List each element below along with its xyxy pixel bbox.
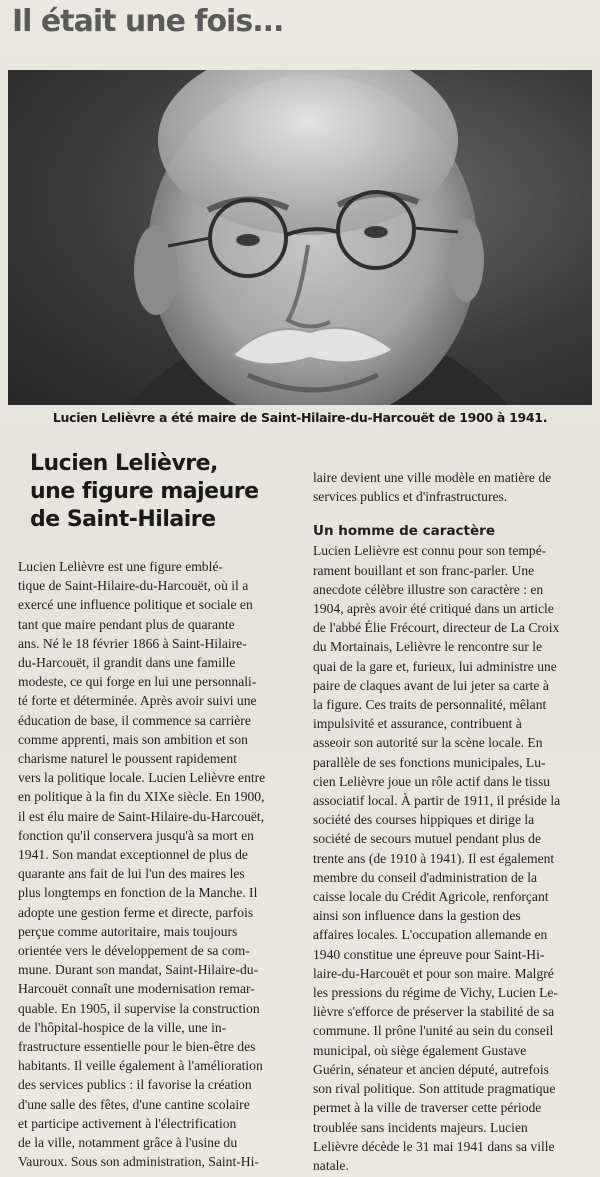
text-line: troublée sans incidents majeurs. Lucien <box>313 1119 528 1135</box>
text-line: Harcouët connaît une modernisation remar- <box>18 981 255 997</box>
text-line: et participe activement à l'électrification <box>18 1115 237 1131</box>
text-line: société des courses hippiques et dirige la <box>313 812 535 828</box>
text-line: Lucien Lelièvre est connu pour son tempé- <box>313 543 547 559</box>
headline-line: une figure majeure <box>30 479 259 504</box>
text-line: Lelièvre décède le 31 mai 1941 dans sa ville <box>313 1138 555 1154</box>
section-kicker: Il était une fois... <box>12 4 284 39</box>
text-line: mune. Durant son mandat, Saint-Hilaire-du- <box>18 962 259 978</box>
text-line: parallèle de ses fonctions municipales, Lu- <box>313 754 546 770</box>
text-line: habitants. Il veille également à l'amélioration <box>18 1058 263 1074</box>
article-left-column <box>18 557 290 1172</box>
text-line: en politique à la fin du XIXe siècle. En 1900, <box>18 789 265 805</box>
text-line: Vauroux. Sous son administration, Saint-Hi- <box>18 1154 259 1170</box>
article-right-column <box>313 468 585 1175</box>
text-line: services publics et d'infrastructures. <box>313 489 508 505</box>
text-line: d'une salle des fêtes, d'une cantine scolaire <box>18 1096 250 1112</box>
text-line: vers la politique locale. Lucien Lelièvre entre <box>18 770 266 786</box>
text-line: ans. Né le 18 février 1866 à Saint-Hilaire- <box>18 635 247 651</box>
text-line: quai de la gare et, furieux, lui administre une <box>313 658 557 674</box>
text-line: tique de Saint-Hilaire-du-Harcouët, où il a <box>18 578 249 594</box>
portrait-photo <box>8 70 592 405</box>
text-line: frastructure essentielle pour le bien-être des <box>18 1039 256 1055</box>
text-line: permet à la ville de traverser cette période <box>313 1100 542 1116</box>
text-line: orientée vers le développement de sa com- <box>18 943 250 959</box>
text-line: modeste, ce qui forge en lui une personnali- <box>18 674 257 690</box>
text-line: ainsi son influence dans la gestion des <box>313 908 521 924</box>
headline-line: de Saint-Hilaire <box>30 507 216 532</box>
text-line: cien Lelièvre joue un rôle actif dans le tissu <box>313 773 551 789</box>
text-line: la figure. Ces traits de personnalité, mêlant <box>313 697 547 713</box>
text-line: comme apprenti, mais son ambition et son <box>18 731 248 747</box>
text-line: Lucien Lelièvre est une figure emblé- <box>18 559 223 574</box>
text-line: asseoir son autorité sur la scène locale. En <box>313 735 543 751</box>
text-line: perçue comme autoritaire, mais toujours <box>18 923 238 939</box>
text-line: quable. En 1905, il supervise la construction <box>18 1000 260 1016</box>
article-headline <box>30 450 300 534</box>
text-line: plus longtemps en fonction de la Manche. Il <box>18 885 258 901</box>
text-line: caisse locale du Crédit Agricole, renforçant <box>313 889 549 905</box>
text-line: de l'abbé Élie Frécourt, directeur de La Croix <box>313 620 560 636</box>
text-line: 1904, après avoir été critiqué dans un article <box>313 601 554 617</box>
text-line: société de secours mutuel pendant plus de <box>313 831 542 847</box>
text-line: municipal, où siège également Gustave <box>313 1042 527 1058</box>
text-line: son rival politique. Son attitude pragmatique <box>313 1081 556 1097</box>
text-line: du-Harcouët, il grandit dans une famille <box>18 655 236 671</box>
text-line: exercé une influence politique et sociale en <box>18 597 253 613</box>
text-line: il est élu maire de Saint-Hilaire-du-Harcouët, <box>18 808 265 824</box>
text-line: de la ville, notamment grâce à l'usine du <box>18 1135 238 1151</box>
text-line: associatif local. À partir de 1911, il préside la <box>313 793 561 809</box>
text-line: 1940 constitue une épreuve pour Saint-Hi- <box>313 946 545 962</box>
text-line: Guérin, sénateur et ancien député, autrefois <box>313 1061 549 1077</box>
text-line: rament bouillant et son franc-parler. Une <box>313 562 535 578</box>
text-line: paire de claques avant de lui jeter sa carte à <box>313 677 549 693</box>
text-line: té forte et déterminée. Après avoir suivi une <box>18 693 257 709</box>
text-line: les pressions du régime de Vichy, Lucien Le- <box>313 985 558 1001</box>
text-line: adopte une gestion ferme et directe, parfois <box>18 904 254 920</box>
text-line: lièvre s'efforce de préserver la stabilité de sa <box>313 1004 555 1020</box>
text-line: natale. <box>313 1157 349 1173</box>
headline-line: Lucien Lelièvre, <box>30 451 218 476</box>
photo-caption: Lucien Lelièvre a été maire de Saint-Hilaire-du-Harcouët de 1900 à 1941. <box>52 410 548 425</box>
text-line: 1941. Son mandat exceptionnel de plus de <box>18 847 248 863</box>
text-line: laire-du-Harcouët et pour son maire. Malgré <box>313 965 554 981</box>
text-line: anecdote célèbre illustre son caractère : en <box>313 581 544 597</box>
text-line: quarante ans fait de lui l'un des maires les <box>18 866 245 882</box>
text-line: laire devient une ville modèle en matière de <box>313 470 552 485</box>
text-line: des services publics : il favorise la création <box>18 1077 252 1093</box>
text-line: impulsivité et assurance, contribuent à <box>313 716 522 732</box>
text-line: éducation de base, il commence sa carrière <box>18 712 251 728</box>
text-line: affaires locales. L'occupation allemande en <box>313 927 548 943</box>
text-line: tant que maire pendant plus de quarante <box>18 616 235 632</box>
text-line: membre du conseil d'administration de la <box>313 869 538 885</box>
section-subheading: Un homme de caractère <box>313 523 495 540</box>
text-line: charisme naturel le poussent rapidement <box>18 751 237 767</box>
text-line: du Mortainais, Lelièvre le rencontre sur le <box>313 639 543 655</box>
portrait-illustration <box>8 70 592 405</box>
text-line: de l'hôpital-hospice de la ville, une in- <box>18 1019 227 1035</box>
text-line: trente ans (de 1910 à 1941). Il est également <box>313 850 555 866</box>
text-line: commune. Il prône l'unité au sein du conseil <box>313 1023 554 1039</box>
text-line: fonction qu'il conservera jusqu'à sa mort en <box>18 827 254 843</box>
